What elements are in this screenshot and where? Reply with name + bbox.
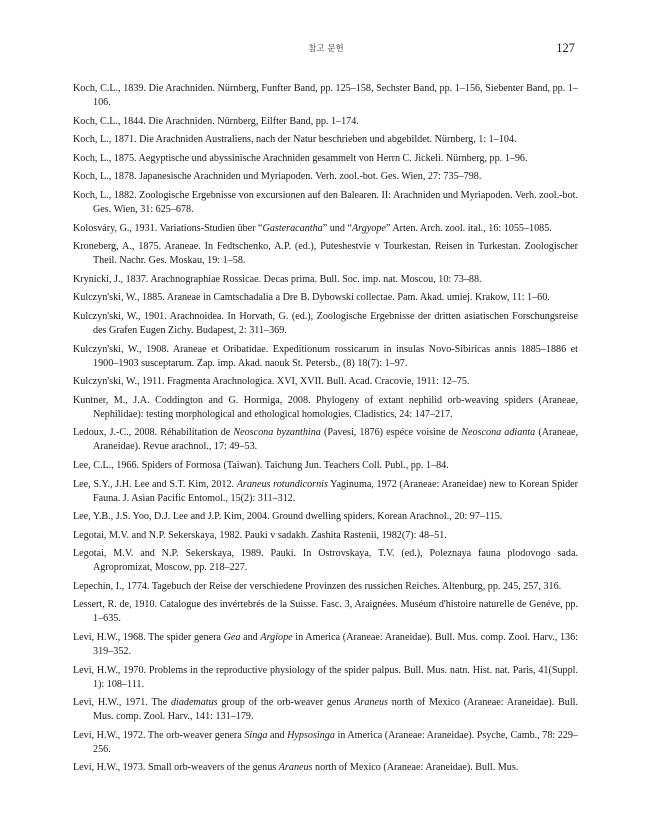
reference-text: Kulczyn'ski, W., 1911. Fragmenta Arachnologica. XVI, XVII. Bull. Acad. Cracovie, 1911: 12–75.: [73, 376, 470, 388]
reference-text: Yaginuma, 1972 (Araneae: Araneidae) new to Korean Spider Fauna. J. Asian Pacific Entomol., 15(2): 311–312.: [93, 478, 578, 504]
reference-text: Kuntner, M., J.A. Coddington and G. Hormiga, 2008. Phylogeny of extant nephilid orb-weaving spiders (Araneae, Nephilidae): testing morphological and ethological homologies. Cladistics, 24: 147–217.: [73, 394, 578, 420]
reference-entry: [73, 631, 578, 659]
reference-entry: [73, 133, 578, 147]
reference-entry: [73, 343, 578, 371]
taxon-name: Neoscona adianta: [461, 427, 536, 439]
reference-entry: [73, 761, 578, 775]
reference-text: ” Arten. Arch. zool. ital., 16: 1055–1085.: [385, 222, 552, 234]
reference-entry: [73, 273, 578, 287]
reference-entry: [73, 459, 578, 473]
taxon-name: Araneus: [278, 762, 313, 774]
reference-entry: [73, 375, 578, 389]
reference-text: Kulczyn'ski, W., 1901. Arachnoidea. In Horvath, G. (ed.), Zoologische Ergebnisse der dritten asiatischen Forschungsreise des Grafen Eugen Zichy. Budapest, 2: 311–369.: [73, 310, 578, 336]
reference-entry: [73, 598, 578, 626]
reference-text: in America (Araneae: Araneidae). Psyche, Camb., 78: 229–256.: [93, 729, 578, 755]
reference-text: Lepechin, I., 1774. Tagebuch der Reise der verschiedene Provinzen des russichen Reiches. Altenburg, pp. 245, 257, 316.: [73, 580, 562, 592]
reference-entry: [73, 82, 578, 110]
reference-text: in America (Araneae: Araneidae). Bull. Mus. comp. Zool. Harv., 136: 319–352.: [93, 632, 578, 658]
reference-text: Koch, L., 1878. Japanesische Arachniden und Myriapoden. Verh. zool.-bot. Ges. Wien, 27: 735–798.: [73, 171, 482, 183]
reference-text: Kulczyn'ski, W., 1908. Araneae et Oribatidae. Expeditionum rossicarum in insulas Novo-Sibiricas annis 1885–1886 et 1900–1903 susceptarum. Zap. imp. Akad. naouk St. Petersb., (8) 18(7): 1–97.: [73, 343, 578, 369]
reference-text: and: [240, 632, 261, 644]
reference-entry: [73, 291, 578, 305]
reference-text: Kulczyn'ski, W., 1885. Araneae in Camtschadalia a Dre B. Dybowski collectae. Pam. Akad. umiej. Krakow, 11: 1–60.: [73, 292, 550, 304]
reference-entry: [73, 478, 578, 506]
reference-text: Kroneberg, A., 1875. Araneae. In Fedtschenko, A.P. (ed.), Puteshestvie v Tourkestan. Reisen in Turkestan. Zoologischer Theil. Nachr. Ges. Moskau, 19: 1–58.: [73, 241, 578, 267]
reference-text: Levi, H.W., 1973. Small orb-weavers of the genus: [73, 762, 279, 774]
reference-text: Lee, S.Y., J.H. Lee and S.T. Kim, 2012.: [73, 478, 237, 490]
taxon-name: Araneus: [354, 697, 388, 709]
taxon-name: Argiope: [260, 632, 293, 644]
page-number: 127: [556, 41, 575, 55]
taxon-name: diadematus: [170, 697, 218, 709]
reference-text: Koch, L., 1882. Zoologische Ergebnisse von excursionen auf den Balearen. II: Arachniden und Myriapoden. Verh. zool.-bot. Ges. Wien, 31: 625–678.: [73, 189, 578, 215]
page-header: [0, 41, 652, 57]
reference-text: Lee, C.L., 1966. Spiders of Formosa (Taiwan). Taichung Jun. Teachers Coll. Publ., pp. 1–84.: [73, 459, 449, 471]
reference-text: Levi, H.W., 1972. The orb-weaver genera: [73, 729, 245, 741]
reference-text: ” und “: [322, 222, 352, 234]
reference-entry: [73, 580, 578, 594]
taxon-name: Gasteracantha: [262, 222, 323, 234]
reference-text: (Araneae, Araneidae). Revue arachnol., 17: 49–53.: [93, 427, 578, 453]
reference-entry: [73, 729, 578, 757]
reference-entry: [73, 696, 578, 724]
reference-text: Legotai, M.V. and N.P. Sekerskaya, 1982. Pauki v sadakh. Zashita Rastenii, 1982(7): 48–51.: [73, 529, 447, 541]
reference-text: Lessert, R. de, 1910. Catalogue des invértebrés de la Suisse. Fasc. 3, Araignées. Muséum d'histoire naturelle de Genéve, pp. 1–635.: [73, 599, 578, 625]
reference-text: Koch, L., 1875. Aegyptische und abyssinische Arachniden gesammelt von Herrn C. Jickeli. Nürnberg, pp. 1–96.: [73, 152, 528, 164]
reference-entry: [73, 664, 578, 692]
reference-entry: [73, 152, 578, 166]
reference-text: group of the orb-weaver genus: [217, 697, 355, 709]
reference-text: Koch, C.L., 1844. Die Arachniden. Nürnberg, Eilfter Band, pp. 1–174.: [73, 115, 359, 127]
reference-entry: [73, 510, 578, 524]
taxon-name: Argyope: [351, 222, 386, 234]
reference-entry: [73, 189, 578, 217]
reference-text: Ledoux, J.-C., 2008. Réhabilitation de: [73, 427, 234, 439]
reference-list: [73, 82, 578, 780]
reference-entry: [73, 529, 578, 543]
reference-text: Koch, C.L., 1839. Die Arachniden. Nürnberg, Funfter Band, pp. 125–158, Sechster Band, pp. 1–156, Siebenter Band, pp. 1–106.: [73, 83, 578, 108]
reference-text: Levi, H.W., 1968. The spider genera: [73, 632, 224, 644]
reference-text: north of Mexico (Araneae: Araneidae). Bull. Mus. comp. Zool. Harv., 141: 131–179.: [93, 697, 578, 723]
taxon-name: Araneus rotundicornis: [236, 478, 328, 490]
reference-entry: [73, 115, 578, 129]
reference-text: Kolosváry, G., 1931. Variations-Studien über “: [73, 222, 263, 234]
taxon-name: Hypsosinga: [287, 729, 335, 741]
reference-entry: [73, 426, 578, 454]
reference-text: (Pavesi, 1876) espéce voisine de: [320, 427, 462, 439]
reference-entry: [73, 394, 578, 422]
running-head: 참고 문헌: [308, 44, 344, 54]
taxon-name: Singa: [244, 729, 268, 741]
reference-entry: [73, 547, 578, 575]
reference-entry: [73, 222, 578, 236]
reference-entry: [73, 170, 578, 184]
reference-text: and: [267, 729, 288, 741]
reference-entry: [73, 310, 578, 338]
reference-text: Levi, H.W., 1970. Problems in the reproductive physiology of the spider palpus. Bull. Mus. natn. Hist. nat. Paris, 41(Suppl. 1): 108–111.: [73, 664, 578, 690]
reference-text: Legotai, M.V. and N.P. Sekerskaya, 1989. Pauki. In Ostrovskaya, T.V. (ed.), Poleznaya fauna plodovogo sada. Agropromizat, Moscow, pp. 218–227.: [73, 548, 578, 574]
taxon-name: Gea: [223, 632, 241, 644]
reference-text: Koch, L., 1871. Die Arachniden Australiens, nach der Natur beschrieben und abgebildet. Nürnberg, 1: 1–104.: [73, 134, 517, 146]
reference-text: Lee, Y.B., J.S. Yoo, D.J. Lee and J.P. Kim, 2004. Ground dwelling spiders. Korean Arachnol., 20: 97–115.: [73, 511, 503, 523]
reference-text: north of Mexico (Araneae: Araneidae). Bull. Mus.: [312, 762, 519, 774]
taxon-name: Neoscona byzanthina: [233, 427, 321, 439]
reference-text: Krynicki, J., 1837. Arachnographiae Rossicae. Decas prima. Bull. Soc. imp. nat. Moscou, 10: 73–88.: [73, 273, 482, 285]
reference-text: Levi, H.W., 1971. The: [73, 697, 171, 709]
reference-entry: [73, 240, 578, 268]
